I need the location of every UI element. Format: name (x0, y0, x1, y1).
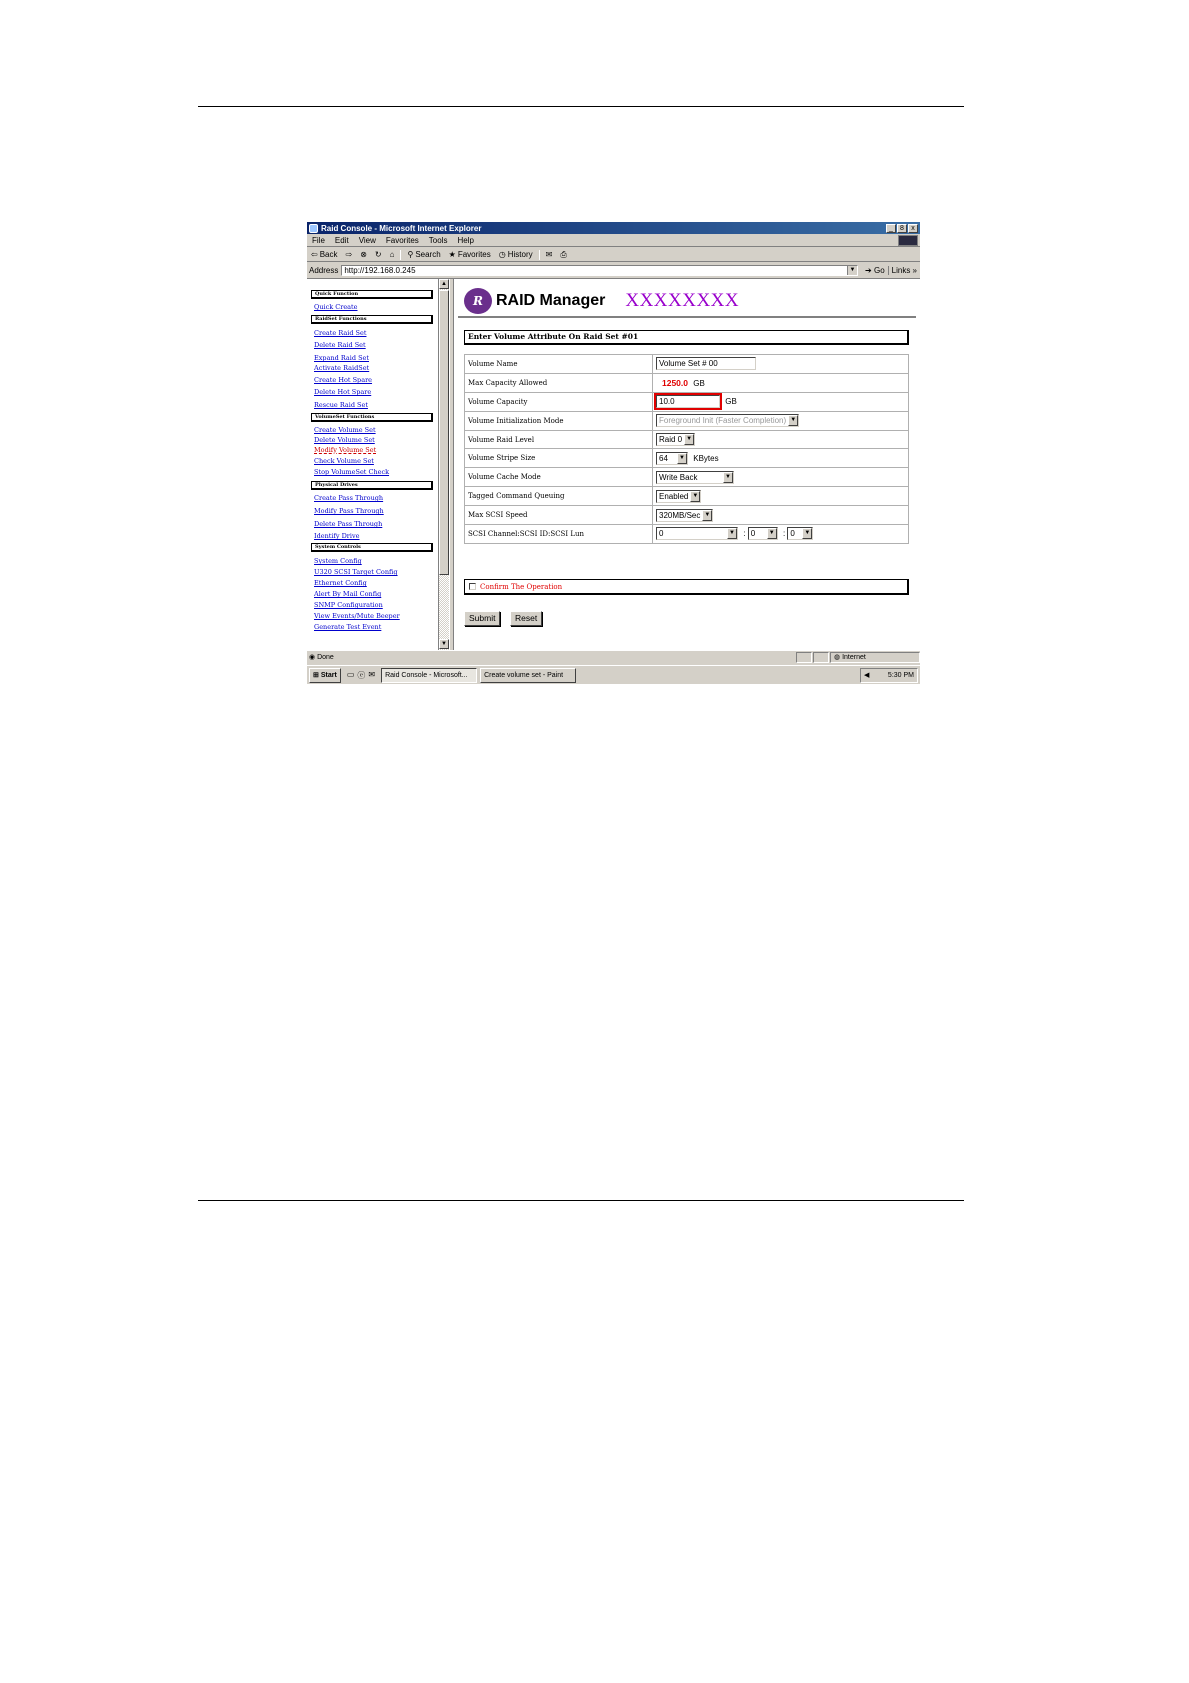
address-label: Address (309, 265, 339, 275)
chevron-down-icon[interactable]: ▼ (847, 266, 857, 275)
brand-header (464, 288, 739, 314)
zone-label: Internet (842, 653, 866, 661)
search-label: Search (415, 250, 441, 259)
nav-link-modify-pass-through[interactable]: Modify Pass Through (314, 507, 384, 515)
nav-link-create-raid-set[interactable]: Create Raid Set (314, 329, 367, 337)
volume-attribute-table (464, 354, 909, 544)
tagged-queuing-label: Tagged Command Queuing (465, 487, 653, 506)
desktop-icon[interactable]: ▭ (346, 669, 355, 679)
nav-link-create-pass-through[interactable]: Create Pass Through (314, 494, 384, 502)
address-bar (307, 263, 920, 277)
page-bottom-rule (198, 1200, 964, 1201)
go-arrow-icon: ➔ (865, 265, 872, 275)
init-mode-select[interactable] (656, 414, 799, 427)
print-icon: ⎙ (560, 249, 567, 259)
max-scsi-speed-label: Max SCSI Speed (465, 506, 653, 525)
forward-button[interactable] (342, 250, 357, 259)
scsi-lun-value: 0 (790, 529, 795, 539)
submit-button[interactable]: Submit (464, 611, 500, 626)
minimize-button[interactable]: _ (886, 224, 896, 233)
address-input[interactable] (341, 265, 858, 276)
links-label: Links (891, 265, 911, 275)
tagged-queuing-value: Enabled (659, 491, 689, 501)
table-row (465, 449, 909, 468)
menu-file[interactable]: File (312, 235, 325, 245)
table-row (465, 392, 909, 411)
confirm-checkbox[interactable] (469, 583, 476, 590)
raid-level-select[interactable] (656, 433, 695, 446)
status-text (307, 653, 795, 661)
nav-frame (307, 279, 449, 650)
nav-section-volumeset: VolumeSet Functions (311, 413, 433, 422)
max-capacity-unit: GB (693, 379, 705, 389)
chevron-down-icon[interactable]: ▼ (767, 528, 777, 539)
stop-button[interactable] (356, 250, 371, 259)
product-name: XXXXXXXX (625, 290, 740, 311)
refresh-button[interactable] (371, 250, 386, 259)
close-button[interactable]: x (908, 224, 918, 233)
nav-link-expand-raid-set[interactable]: Expand Raid Set (314, 354, 369, 362)
max-capacity-label: Max Capacity Allowed (465, 373, 653, 392)
print-button[interactable] (556, 250, 570, 260)
nav-link-quick-create[interactable]: Quick Create (314, 303, 358, 311)
main-frame (454, 279, 920, 650)
raid-level-cell (653, 430, 909, 449)
nav-link-delete-volume-set[interactable]: Delete Volume Set (314, 436, 375, 444)
scroll-thumb[interactable] (439, 290, 449, 575)
status-security-cell (813, 652, 829, 663)
menu-bar (307, 234, 920, 247)
window-controls (886, 224, 918, 233)
table-row (465, 487, 909, 506)
status-bar (307, 650, 920, 663)
nav-link-check-volume-set[interactable]: Check Volume Set (314, 457, 374, 465)
confirm-operation-row (464, 579, 909, 595)
scsi-channel-select[interactable] (656, 527, 738, 540)
nav-link-system-config[interactable]: System Config (314, 557, 362, 565)
title-bar (307, 222, 920, 234)
go-button[interactable] (862, 266, 888, 275)
header-divider (458, 316, 916, 318)
nav-link-scsi-target-config[interactable]: U320 SCSI Target Config (314, 568, 398, 576)
scsi-channel-label: SCSI Channel:SCSI ID:SCSI Lun (465, 525, 653, 544)
mail-icon: ✉ (545, 250, 553, 259)
home-button[interactable] (386, 250, 399, 259)
nav-link-identify-drive[interactable]: Identify Drive (314, 532, 360, 540)
scsi-id-value: 0 (750, 529, 756, 539)
init-mode-value: Foreground Init (Faster Completion) (659, 416, 787, 426)
max-scsi-speed-select[interactable] (656, 509, 713, 522)
max-capacity-cell (653, 373, 909, 392)
volume-capacity-unit: GB (725, 397, 737, 407)
browser-window (307, 222, 920, 684)
nav-link-view-events[interactable]: View Events/Mute Beeper (314, 612, 400, 620)
table-row (465, 411, 909, 430)
maximize-button[interactable]: 8 (897, 224, 907, 233)
quick-launch (347, 670, 375, 681)
status-progress-cell (796, 652, 812, 663)
scsi-channel-value: 0 (659, 529, 664, 539)
nav-link-stop-volumeset-check[interactable]: Stop VolumeSet Check (314, 468, 390, 476)
menu-edit[interactable]: Edit (334, 235, 349, 245)
scsi-separator: : (743, 529, 746, 539)
table-row (465, 468, 909, 487)
nav-section-physical: Physical Drives (311, 481, 433, 490)
brand-name: RAID Manager (496, 292, 606, 309)
chevron-down-icon[interactable]: ▼ (788, 415, 798, 426)
nav-link-delete-raid-set[interactable]: Delete Raid Set (314, 341, 366, 349)
menu-help[interactable]: Help (457, 235, 474, 245)
nav-link-modify-volume-set[interactable]: Modify Volume Set (314, 446, 377, 454)
windows-logo-icon (898, 235, 918, 246)
tagged-queuing-cell (653, 487, 909, 506)
address-url: http://192.168.0.245 (344, 265, 416, 275)
cache-mode-cell (653, 468, 909, 487)
table-row (465, 355, 909, 374)
init-mode-label: Volume Initialization Mode (465, 411, 653, 430)
task-raid-console[interactable]: Raid Console - Microsoft... (381, 668, 477, 683)
nav-link-create-hot-spare[interactable]: Create Hot Spare (314, 376, 373, 384)
nav-section-raidset: RaidSet Functions (311, 315, 433, 324)
volume-name-label: Volume Name (465, 355, 653, 374)
chevron-down-icon[interactable]: ▼ (727, 528, 737, 539)
task-paint[interactable]: Create volume set - Paint (480, 668, 576, 683)
outlook-icon[interactable]: ✉ (368, 669, 376, 679)
taskbar (307, 665, 920, 684)
security-zone (830, 652, 920, 663)
nav-section-quick: Quick Function (311, 290, 433, 299)
volume-capacity-label: Volume Capacity (465, 392, 653, 411)
nav-link-activate-raidset[interactable]: Activate RaidSet (314, 364, 370, 372)
stripe-size-value: 64 (659, 453, 668, 463)
volume-capacity-cell (653, 392, 909, 411)
go-label: Go (873, 265, 885, 275)
favorites-label: Favorites (457, 250, 491, 259)
toolbar (307, 248, 920, 262)
init-mode-cell (653, 411, 909, 430)
menu-view[interactable]: View (358, 235, 376, 245)
menu-tools[interactable]: Tools (428, 235, 448, 245)
raid-manager-logo: R (464, 288, 492, 314)
ie-icon (309, 224, 318, 233)
scroll-down-icon[interactable]: ▼ (439, 639, 449, 649)
home-icon: ⌂ (389, 250, 395, 259)
chevron-down-icon[interactable]: ▼ (723, 472, 733, 483)
nav-link-alert-by-mail[interactable]: Alert By Mail Config (314, 590, 382, 598)
table-row (465, 525, 909, 544)
max-scsi-speed-value: 320MB/Sec (659, 510, 701, 520)
table-row (465, 373, 909, 392)
search-icon: ⚲ (407, 250, 414, 259)
back-label: Back (319, 250, 338, 259)
nav-link-snmp-configuration[interactable]: SNMP Configuration (314, 601, 383, 609)
favorites-icon: ★ (448, 250, 456, 259)
stripe-size-unit: KBytes (693, 453, 719, 463)
window-title: Raid Console - Microsoft Internet Explorer (321, 223, 482, 233)
nav-link-delete-hot-spare[interactable]: Delete Hot Spare (314, 388, 372, 396)
menu-favorites[interactable]: Favorites (385, 235, 419, 245)
chevron-down-icon[interactable]: ▼ (702, 510, 712, 521)
history-label: History (507, 250, 533, 259)
scsi-lun-select[interactable] (787, 527, 813, 540)
links-button[interactable]: Links » (888, 266, 920, 275)
cache-mode-label: Volume Cache Mode (465, 468, 653, 487)
nav-link-delete-pass-through[interactable]: Delete Pass Through (314, 520, 383, 528)
windows-flag-icon: ⊞ (313, 672, 319, 679)
history-icon: ◷ (498, 250, 506, 259)
raid-level-label: Volume Raid Level (465, 430, 653, 449)
back-arrow-icon: ⇦ (311, 250, 318, 259)
chevron-down-icon[interactable]: ▼ (677, 453, 687, 464)
cache-mode-select[interactable] (656, 471, 734, 484)
tagged-queuing-select[interactable] (656, 490, 701, 503)
stripe-size-select[interactable] (656, 452, 688, 465)
toolbar-separator (400, 250, 401, 260)
chevron-down-icon[interactable]: ▼ (690, 491, 700, 502)
nav-scrollbar[interactable] (438, 279, 449, 650)
table-row (465, 430, 909, 449)
volume-name-cell (653, 355, 909, 374)
stripe-size-label: Volume Stripe Size (465, 449, 653, 468)
stripe-size-cell (653, 449, 909, 468)
browser-content (307, 278, 920, 650)
stop-icon: ⊗ (360, 250, 367, 259)
clock: 5:30 PM (887, 671, 914, 679)
refresh-icon: ↻ (374, 250, 382, 259)
favorites-button[interactable] (445, 250, 495, 259)
raid-level-value: Raid 0 (659, 435, 683, 444)
chevron-down-icon[interactable]: ▼ (802, 528, 812, 539)
chevron-down-icon[interactable]: ▼ (684, 434, 694, 445)
globe-icon: ◍ (834, 653, 841, 661)
cache-mode-value: Write Back (659, 472, 698, 482)
reset-button[interactable]: Reset (510, 611, 542, 626)
page-done-icon: ◉ (309, 654, 316, 661)
table-row (465, 506, 909, 525)
toolbar-separator (539, 250, 540, 260)
nav-link-rescue-raid-set[interactable]: Rescue Raid Set (314, 401, 368, 409)
status-done-label: Done (317, 654, 334, 661)
start-label: Start (320, 671, 337, 679)
nav-link-ethernet-config[interactable]: Ethernet Config (314, 579, 367, 587)
nav-link-create-volume-set[interactable]: Create Volume Set (314, 426, 376, 434)
mail-button[interactable] (542, 250, 557, 259)
volume-icon[interactable]: ◀ (864, 672, 870, 679)
system-tray (860, 668, 918, 683)
scroll-up-icon[interactable]: ▲ (439, 279, 449, 289)
max-scsi-speed-cell (653, 506, 909, 525)
confirm-label: Confirm The Operation (480, 582, 563, 591)
volume-capacity-input[interactable]: 10.0 (656, 395, 720, 408)
volume-name-input[interactable]: Volume Set # 00 (656, 357, 756, 370)
nav-link-generate-test-event[interactable]: Generate Test Event (314, 623, 382, 631)
form-title: Enter Volume Attribute On Raid Set #01 (464, 330, 909, 345)
ie-quicklaunch-icon[interactable]: ⓔ (357, 670, 366, 680)
scsi-id-select[interactable] (748, 527, 778, 540)
page-top-rule (198, 106, 964, 107)
scsi-separator: : (782, 529, 786, 539)
back-button[interactable] (307, 250, 342, 259)
forward-arrow-icon: ⇨ (345, 250, 353, 259)
history-button[interactable] (495, 250, 537, 259)
scsi-channel-cell (653, 525, 909, 544)
search-button[interactable] (403, 250, 444, 259)
max-capacity-value: 1250.0 (662, 377, 688, 388)
start-button[interactable] (309, 668, 341, 683)
nav-section-system: System Controls (311, 543, 433, 552)
